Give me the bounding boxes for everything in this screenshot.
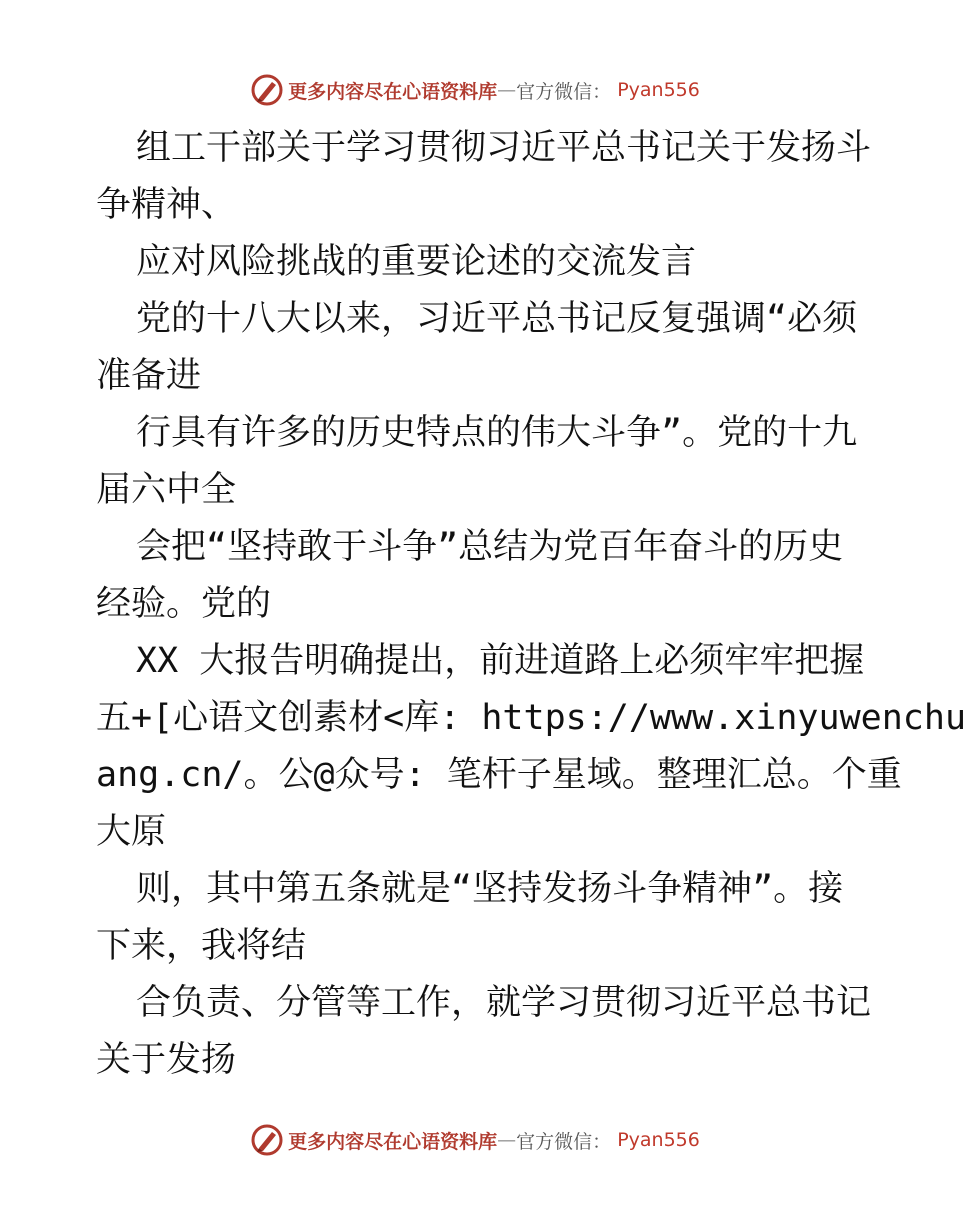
body-line: 关于发扬 — [96, 1040, 237, 1080]
pen-logo-icon — [250, 1123, 284, 1157]
body-line: 组工干部关于学习贯彻习近平总书记关于发扬斗 — [136, 128, 872, 168]
pen-logo-icon — [250, 73, 284, 107]
banner-wechat-label: 官方微信： — [516, 80, 612, 103]
body-line: 合负责、分管等工作，就学习贯彻习近平总书记 — [136, 983, 872, 1023]
header-banner — [0, 72, 950, 108]
banner-wechat-id: Pyan556 — [617, 1129, 700, 1151]
banner-wechat-id: Pyan556 — [617, 79, 700, 101]
document-body — [96, 120, 966, 1089]
body-line: 准备进 — [96, 356, 202, 396]
banner-title: 更多内容尽在心语资料库 — [288, 1130, 498, 1153]
body-line: 五+[心语文创素材<库: https://www.xinyuwenchu — [96, 698, 966, 738]
footer-banner — [0, 1122, 950, 1158]
body-line: 会把“坚持敢于斗争”总结为党百年奋斗的历史 — [136, 527, 844, 567]
body-line: 应对风险挑战的重要论述的交流发言 — [136, 242, 697, 282]
body-line: 大原 — [96, 812, 167, 852]
body-line: 下来，我将结 — [96, 926, 307, 966]
body-line: 党的十八大以来，习近平总书记反复强调“必须 — [136, 299, 858, 339]
banner-title: 更多内容尽在心语资料库 — [288, 80, 498, 103]
body-line: XX 大报告明确提出，前进道路上必须牢牢把握 — [136, 641, 865, 681]
banner-dash: — — [497, 79, 517, 101]
body-line: 届六中全 — [96, 470, 237, 510]
body-line: ang.cn/。公@众号: 笔杆子星域。整理汇总。个重 — [96, 755, 902, 795]
body-line: 争精神、 — [96, 185, 237, 225]
body-line: 则，其中第五条就是“坚持发扬斗争精神”。接 — [136, 869, 844, 909]
banner-wechat-label: 官方微信： — [516, 1130, 612, 1153]
banner-dash: — — [497, 1129, 517, 1151]
body-line: 行具有许多的历史特点的伟大斗争”。党的十九 — [136, 413, 858, 453]
body-line: 经验。党的 — [96, 584, 272, 624]
